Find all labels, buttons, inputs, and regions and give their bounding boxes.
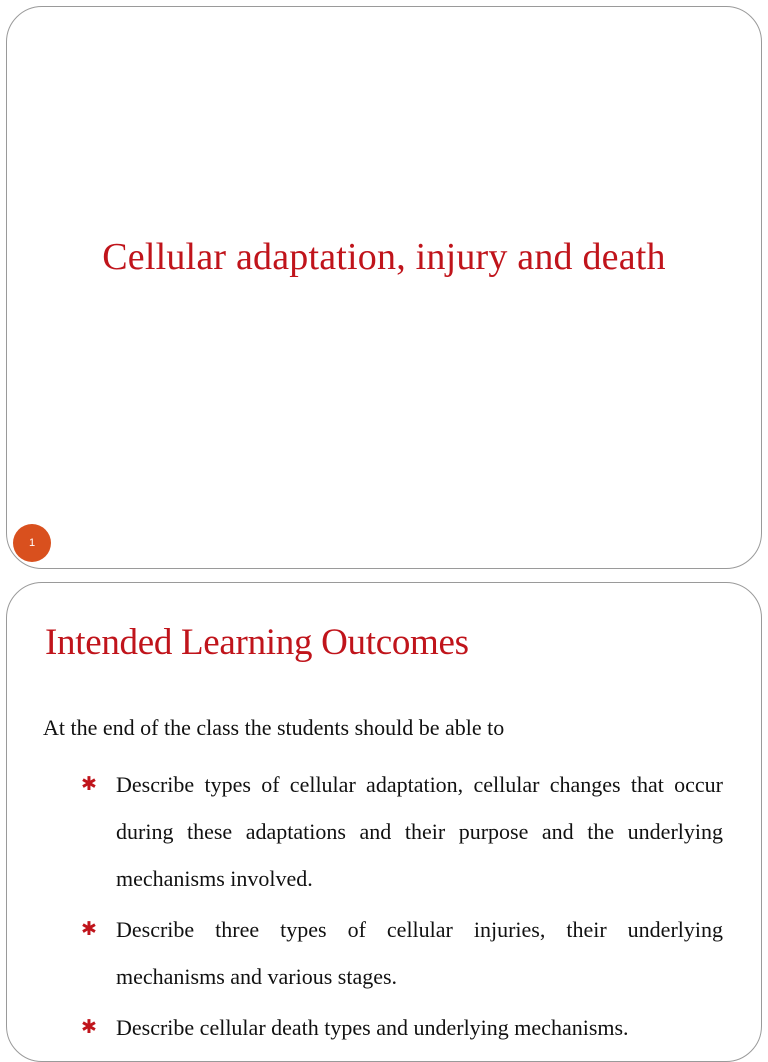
learning-outcomes-slide [6,582,762,1062]
title-slide [6,6,762,569]
slide-heading: Intended Learning Outcomes [45,622,469,663]
intro-text: At the end of the class the students should be able to [43,715,505,740]
asterisk-icon: ✱ [81,918,97,940]
asterisk-icon: ✱ [81,1016,97,1038]
outcome-text: Describe cellular death types and underlying mechanisms. [116,1015,629,1040]
outcome-item [81,761,723,902]
outcome-text: Describe types of cellular adaptation, cellular changes that occur during these adaptations and their purpose and the underlying mechanisms involved. [116,772,723,891]
slide-number-badge: 1 [13,524,51,562]
outcome-item [81,1004,723,1051]
slide-title: Cellular adaptation, injury and death [102,236,666,278]
outcomes-list [81,761,723,1055]
outcome-text: Describe three types of cellular injuries, their underlying mechanisms and various stages. [116,917,723,989]
asterisk-icon: ✱ [81,773,97,795]
outcome-item [81,906,723,1000]
